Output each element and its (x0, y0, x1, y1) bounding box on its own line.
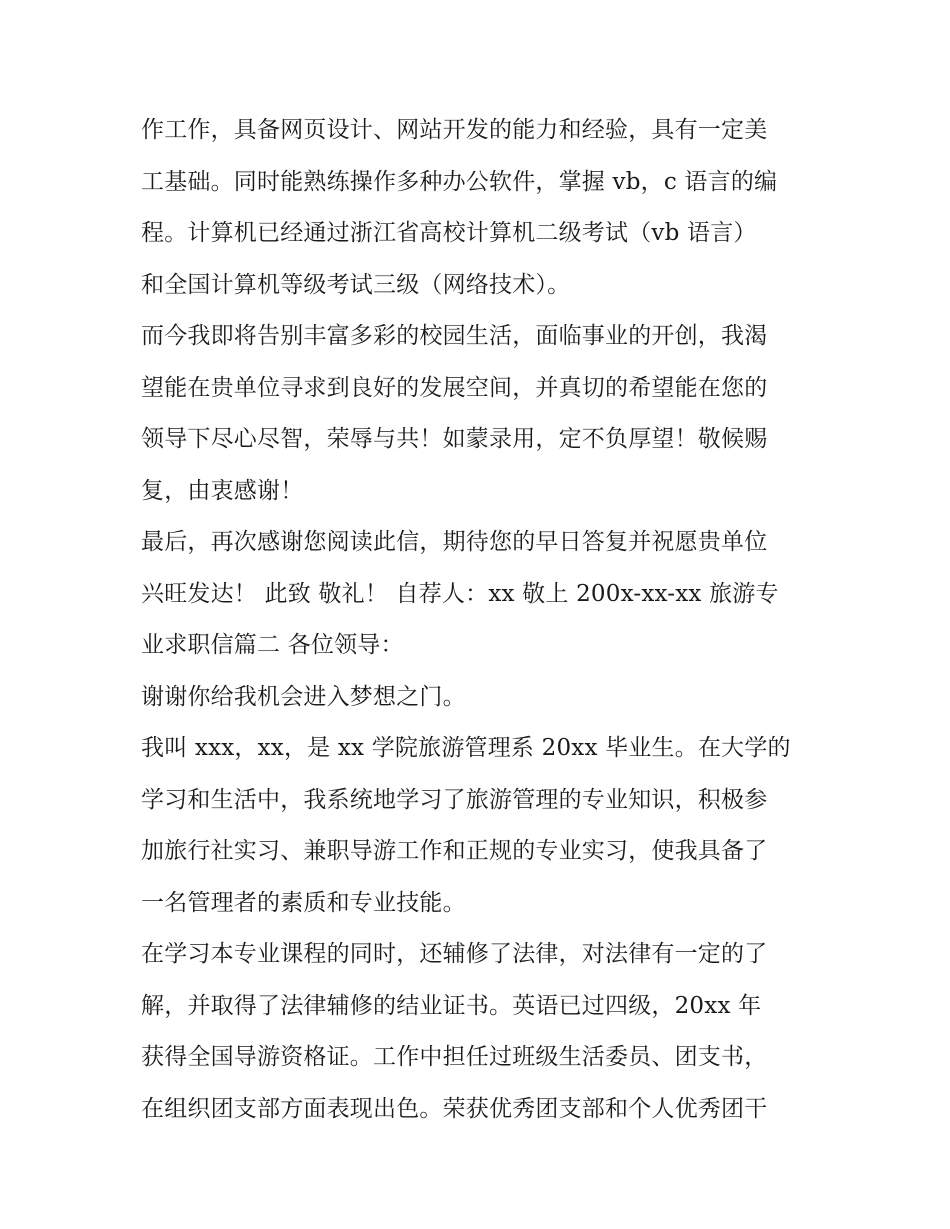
text-line: 最后，再次感谢您阅读此信，期待您的早日答复并祝愿贵单位 (141, 529, 768, 555)
text-line: 和全国计算机等级考试三级（网络技术）。 (141, 271, 571, 298)
text-line: 谢谢你给我机会进入梦想之门。 (141, 683, 466, 710)
text-line: 获得全国导游资格证。工作中担任过班级生活委员、团支书， (141, 1044, 768, 1070)
text-line: 我叫 xxx，xx，是 xx 学院旅游管理系 20xx 毕业生。在大学的 (141, 735, 791, 761)
text-line: 加旅行社实习、兼职导游工作和正规的专业实习，使我具备了 (141, 838, 768, 864)
text-line: 工基础。同时能熟练操作多种办公软件，掌握 vb，c 语言的编 (141, 168, 778, 195)
text-line: 在学习本专业课程的同时，还辅修了法律，对法律有一定的了 (141, 941, 768, 967)
text-line: 解，并取得了法律辅修的结业证书。英语已过四级，20xx 年 (141, 992, 762, 1019)
text-line: 学习和生活中，我系统地学习了旅游管理的专业知识，积极参 (141, 786, 768, 813)
text-line: 业求职信篇二 各位领导： (141, 632, 404, 658)
document-body (141, 108, 821, 1138)
text-line: 程。计算机已经通过浙江省高校计算机二级考试（vb 语言） (141, 220, 757, 246)
text-line: 望能在贵单位寻求到良好的发展空间，并真切的希望能在您的 (141, 374, 768, 401)
text-line: 兴旺发达！ 此致 敬礼！ 自荐人：xx 敬上 200x-xx-xx 旅游专 (141, 580, 779, 607)
text-line: 而今我即将告别丰富多彩的校园生活，面临事业的开创，我渴 (141, 323, 768, 349)
text-line: 作工作，具备网页设计、网站开发的能力和经验，具有一定美 (141, 117, 768, 143)
text-line: 在组织团支部方面表现出色。荣获优秀团支部和个人优秀团干 (141, 1095, 768, 1122)
text-line: 领导下尽心尽智，荣辱与共！如蒙录用，定不负厚望！敬候赐 (141, 426, 768, 452)
text-line: 一名管理者的素质和专业技能。 (141, 889, 466, 916)
text-line: 复，由衷感谢！ (141, 477, 304, 504)
